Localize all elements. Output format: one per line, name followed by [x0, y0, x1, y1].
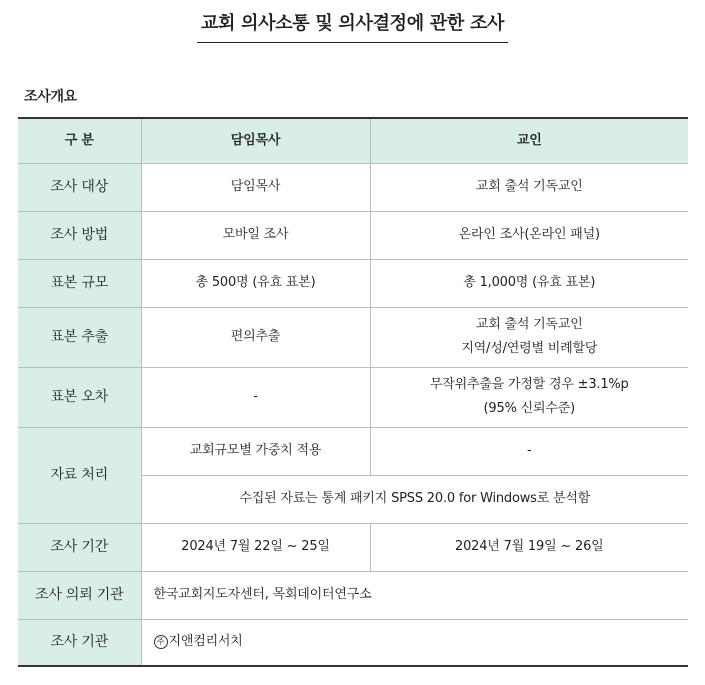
target-laity: 교회 출석 기독교인	[370, 163, 688, 211]
survey-overview-table	[18, 117, 688, 667]
table-row-sample-size	[18, 259, 688, 307]
table-row-processing	[18, 427, 688, 475]
row-label-agency: 조사 기관	[18, 619, 141, 666]
agency-value: 지앤컴리서치	[168, 634, 243, 650]
sample-size-laity: 총 1,000명 (유효 표본)	[370, 259, 688, 307]
processing-pastor: 교회규모별 가중치 적용	[141, 427, 370, 475]
header-laity: 교인	[370, 118, 688, 163]
method-laity: 온라인 조사(온라인 패널)	[370, 211, 688, 259]
row-label-method: 조사 방법	[18, 211, 141, 259]
table-row-method	[18, 211, 688, 259]
row-label-period: 조사 기간	[18, 523, 141, 571]
table-header-row	[18, 118, 688, 163]
sampling-laity	[370, 307, 688, 367]
error-pastor: -	[141, 367, 370, 427]
period-laity: 2024년 7월 19일 ~ 26일	[370, 523, 688, 571]
sample-size-pastor: 총 500명 (유효 표본)	[141, 259, 370, 307]
target-pastor: 담임목사	[141, 163, 370, 211]
error-laity	[370, 367, 688, 427]
period-pastor: 2024년 7월 22일 ~ 25일	[141, 523, 370, 571]
table-row-agency	[18, 619, 688, 666]
method-pastor: 모바일 조사	[141, 211, 370, 259]
row-label-sampling: 표본 추출	[18, 307, 141, 367]
header-category: 구 분	[18, 118, 141, 163]
row-label-sample-size: 표본 규모	[18, 259, 141, 307]
sampling-pastor: 편의추출	[141, 307, 370, 367]
row-label-target: 조사 대상	[18, 163, 141, 211]
error-laity-line1: 무작위추출을 가정할 경우 ±3.1%p	[429, 377, 629, 392]
processing-laity: -	[370, 427, 688, 475]
sampling-laity-line2: 지역/성/연령별 비례할당	[461, 341, 598, 356]
row-label-processing: 자료 처리	[18, 427, 141, 523]
header-pastor: 담임목사	[141, 118, 370, 163]
agency-cell	[141, 619, 688, 666]
corporation-mark-icon: 주	[154, 635, 168, 649]
table-row-sampling	[18, 307, 688, 367]
table-row-error	[18, 367, 688, 427]
page-title	[0, 11, 705, 43]
table-row-target	[18, 163, 688, 211]
section-title: 조사개요	[24, 89, 77, 105]
table-row-commissioner	[18, 571, 688, 619]
row-label-commissioner: 조사 의뢰 기관	[18, 571, 141, 619]
page-title-text: 교회 의사소통 및 의사결정에 관한 조사	[197, 11, 508, 43]
table-row-period	[18, 523, 688, 571]
row-label-error: 표본 오차	[18, 367, 141, 427]
processing-merged: 수집된 자료는 통계 패키지 SPSS 20.0 for Windows로 분석함	[141, 475, 688, 523]
sampling-laity-line1: 교회 출석 기독교인	[475, 317, 583, 332]
error-laity-line2: (95% 신뢰수준)	[483, 401, 575, 416]
commissioner-value: 한국교회지도자센터, 목회데이터연구소	[141, 571, 688, 619]
